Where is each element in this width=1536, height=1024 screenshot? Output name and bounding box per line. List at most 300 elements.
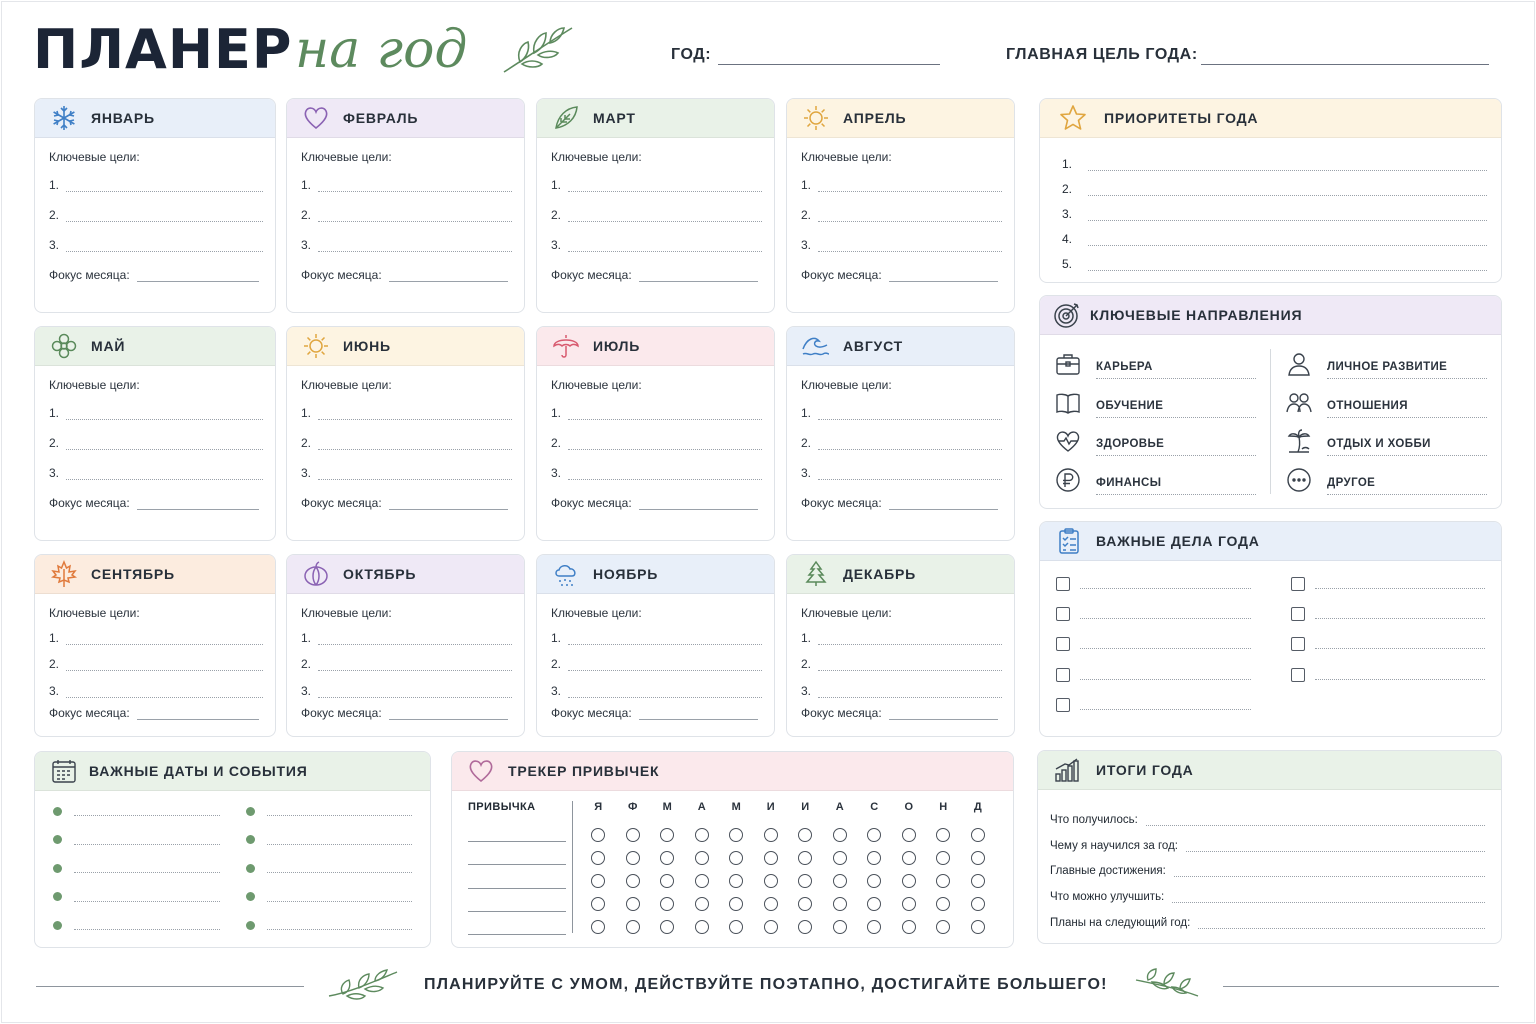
directions-card xyxy=(1039,295,1502,509)
sun-icon xyxy=(301,331,331,361)
goal-input-line[interactable] xyxy=(66,406,263,420)
date-input-line[interactable] xyxy=(74,892,220,902)
goal-number: 2. xyxy=(551,208,562,222)
goal-input-line[interactable] xyxy=(568,631,762,645)
goal-input-line[interactable] xyxy=(318,208,512,222)
habit-circle-checkbox[interactable] xyxy=(833,828,847,842)
result-input-line[interactable] xyxy=(1146,816,1485,826)
directions-header xyxy=(1040,296,1501,335)
habit-column-label: ПРИВЫЧКА xyxy=(468,801,536,813)
focus-label: Фокус месяца: xyxy=(49,705,130,720)
goal-input-line[interactable] xyxy=(818,466,1002,480)
habit-circle-checkbox[interactable] xyxy=(729,897,743,911)
book-icon xyxy=(1054,389,1082,417)
habit-circle-checkbox[interactable] xyxy=(591,920,605,934)
growth-chart-icon xyxy=(1052,755,1082,785)
habit-circle-checkbox[interactable] xyxy=(591,897,605,911)
goal-input-line[interactable] xyxy=(66,657,263,671)
month-body xyxy=(537,138,774,282)
target-icon xyxy=(1052,300,1082,330)
task-checkbox[interactable] xyxy=(1056,698,1070,712)
bullet-dot xyxy=(53,892,62,901)
habit-cell xyxy=(650,828,685,842)
result-label: Чему я научился за год: xyxy=(1050,839,1178,852)
habit-circle-checkbox[interactable] xyxy=(591,828,605,842)
key-goals-label: Ключевые цели: xyxy=(301,606,392,620)
focus-input-line[interactable] xyxy=(137,498,259,510)
goal-number: 1. xyxy=(551,630,562,645)
month-header xyxy=(287,99,524,138)
date-input-line[interactable] xyxy=(267,892,413,902)
result-input-line[interactable] xyxy=(1174,867,1485,877)
key-goals-label: Ключевые цели: xyxy=(49,378,140,392)
habit-circle-checkbox[interactable] xyxy=(660,828,674,842)
focus-label: Фокус месяца: xyxy=(551,268,632,282)
direction-label[interactable]: ЗДОРОВЬЕ xyxy=(1096,438,1256,456)
goal-input-line[interactable] xyxy=(818,178,1002,192)
habit-circle-checkbox[interactable] xyxy=(764,897,778,911)
goal-number: 2. xyxy=(49,657,60,671)
habit-cell xyxy=(754,897,789,911)
habit-grid xyxy=(581,801,995,939)
goal-number: 1. xyxy=(551,406,562,420)
month-name: ИЮЛЬ xyxy=(593,338,641,354)
priorities-card xyxy=(1039,98,1502,283)
focus-label: Фокус месяца: xyxy=(301,496,382,510)
dates-grid xyxy=(35,791,430,940)
focus-label: Фокус месяца: xyxy=(49,268,130,282)
habit-circle-checkbox[interactable] xyxy=(626,897,640,911)
habit-circle-checkbox[interactable] xyxy=(764,851,778,865)
habit-cell xyxy=(892,851,927,865)
direction-label[interactable]: ЛИЧНОЕ РАЗВИТИЕ xyxy=(1327,361,1487,379)
goal-input-line[interactable] xyxy=(568,406,762,420)
habit-circle-checkbox[interactable] xyxy=(695,851,709,865)
goal-input-line[interactable] xyxy=(568,466,762,480)
priority-input-line[interactable] xyxy=(1088,159,1487,171)
goal-input-line[interactable] xyxy=(318,466,512,480)
habit-circle-checkbox[interactable] xyxy=(867,920,881,934)
habit-circle-checkbox[interactable] xyxy=(591,874,605,888)
goal-input-line[interactable] xyxy=(66,178,263,192)
habit-circle-checkbox[interactable] xyxy=(902,874,916,888)
priority-input-line[interactable] xyxy=(1088,184,1487,196)
habit-circle-checkbox[interactable] xyxy=(936,851,950,865)
bullet-dot xyxy=(53,807,62,816)
direction-label[interactable]: ОТДЫХ И ХОББИ xyxy=(1327,438,1487,456)
goal-row xyxy=(49,170,263,192)
goal-number: 3. xyxy=(551,466,562,480)
habit-name-line[interactable] xyxy=(468,819,566,842)
date-input-line[interactable] xyxy=(267,806,413,816)
month-header xyxy=(35,99,275,138)
habit-cell xyxy=(788,828,823,842)
bullet-dot xyxy=(246,835,255,844)
habit-circle-checkbox[interactable] xyxy=(798,828,812,842)
habit-cell xyxy=(857,874,892,888)
task-input-line[interactable] xyxy=(1315,639,1486,649)
habit-circle-checkbox[interactable] xyxy=(867,897,881,911)
goal-row xyxy=(301,645,512,672)
habit-circle-checkbox[interactable] xyxy=(971,920,985,934)
habit-circle-checkbox[interactable] xyxy=(591,851,605,865)
task-checkbox[interactable] xyxy=(1291,577,1305,591)
month-body xyxy=(35,138,275,282)
flower-icon xyxy=(49,331,79,361)
task-input-line[interactable] xyxy=(1080,579,1251,589)
direction-item xyxy=(1285,345,1487,384)
tasks-left-column xyxy=(1056,569,1251,720)
focus-row xyxy=(301,706,512,720)
goal-row xyxy=(49,192,263,222)
habit-circle-checkbox[interactable] xyxy=(729,874,743,888)
goal-row xyxy=(551,222,762,252)
habit-cell xyxy=(788,874,823,888)
habit-cell xyxy=(961,874,996,888)
goal-input-line[interactable] xyxy=(318,684,512,698)
goal-input-line[interactable] xyxy=(818,208,1002,222)
habit-circle-checkbox[interactable] xyxy=(971,897,985,911)
priority-input-line[interactable] xyxy=(1088,259,1487,271)
date-input-line[interactable] xyxy=(74,806,220,816)
habit-circle-checkbox[interactable] xyxy=(902,920,916,934)
priority-input-line[interactable] xyxy=(1088,234,1487,246)
result-row xyxy=(1050,852,1485,878)
task-input-line[interactable] xyxy=(1315,670,1486,680)
result-label: Что получилось: xyxy=(1050,813,1138,826)
goal-input-line[interactable] xyxy=(818,406,1002,420)
month-header xyxy=(537,555,774,594)
habit-circle-checkbox[interactable] xyxy=(660,851,674,865)
habit-circle-checkbox[interactable] xyxy=(936,920,950,934)
habit-cell xyxy=(685,920,720,934)
habit-circle-checkbox[interactable] xyxy=(971,828,985,842)
goal-input-line[interactable] xyxy=(568,238,762,252)
habit-circle-checkbox[interactable] xyxy=(971,851,985,865)
year-label: ГОД: xyxy=(671,46,712,63)
goal-row xyxy=(801,671,1002,698)
result-input-line[interactable] xyxy=(1186,842,1485,852)
goal-input-line[interactable] xyxy=(66,208,263,222)
goal-row xyxy=(551,645,762,672)
habit-circle-checkbox[interactable] xyxy=(695,874,709,888)
month-card xyxy=(536,98,775,313)
priority-row xyxy=(1062,196,1487,221)
key-goals-label: Ключевые цели: xyxy=(801,150,892,164)
leaf-branch-icon xyxy=(325,966,401,1002)
month-name: АПРЕЛЬ xyxy=(843,110,907,126)
focus-input-line[interactable] xyxy=(639,708,758,720)
habit-month-letters xyxy=(581,801,995,823)
goal-input-line[interactable] xyxy=(318,238,512,252)
task-checkbox[interactable] xyxy=(1056,668,1070,682)
person-icon xyxy=(1285,350,1313,378)
habit-circle-checkbox[interactable] xyxy=(867,851,881,865)
goal-input-line[interactable] xyxy=(318,436,512,450)
habit-cell xyxy=(788,920,823,934)
leaf-branch-icon xyxy=(498,22,578,78)
habit-cell xyxy=(926,828,961,842)
result-input-line[interactable] xyxy=(1198,919,1485,929)
task-input-line[interactable] xyxy=(1080,609,1251,619)
habit-circle-checkbox[interactable] xyxy=(660,920,674,934)
month-card xyxy=(286,554,525,737)
habit-cell xyxy=(754,828,789,842)
goal-input-line[interactable] xyxy=(318,178,512,192)
goal-row xyxy=(551,626,762,645)
task-input-line[interactable] xyxy=(1315,579,1486,589)
priority-row xyxy=(1062,171,1487,196)
habit-name-line[interactable] xyxy=(468,912,566,935)
direction-label[interactable]: КАРЬЕРА xyxy=(1096,361,1256,379)
task-input-line[interactable] xyxy=(1080,639,1251,649)
habit-circle-checkbox[interactable] xyxy=(936,874,950,888)
habit-cell xyxy=(581,874,616,888)
habit-cell xyxy=(788,897,823,911)
task-checkbox[interactable] xyxy=(1291,637,1305,651)
habit-circle-checkbox[interactable] xyxy=(660,897,674,911)
focus-input-line[interactable] xyxy=(389,498,508,510)
habit-circle-checkbox[interactable] xyxy=(764,874,778,888)
goal-input-line[interactable] xyxy=(568,178,762,192)
habit-circle-checkbox[interactable] xyxy=(798,920,812,934)
month-card xyxy=(536,326,775,541)
habit-circle-checkbox[interactable] xyxy=(695,897,709,911)
sun-icon xyxy=(801,103,831,133)
maple-leaf-icon xyxy=(49,559,79,589)
goal-number: 3. xyxy=(301,683,312,698)
habit-circle-checkbox[interactable] xyxy=(626,851,640,865)
date-row xyxy=(53,797,220,826)
goal-number: 3. xyxy=(301,466,312,480)
date-row xyxy=(53,883,220,912)
priority-number: 2. xyxy=(1062,182,1073,196)
habit-cell xyxy=(719,851,754,865)
priority-row xyxy=(1062,146,1487,171)
focus-input-line[interactable] xyxy=(389,270,508,282)
goal-input-line[interactable] xyxy=(66,631,263,645)
habit-cell xyxy=(857,851,892,865)
goal-input-line[interactable] xyxy=(66,238,263,252)
habit-circle-checkbox[interactable] xyxy=(798,897,812,911)
habit-circle-checkbox[interactable] xyxy=(936,828,950,842)
goal-input-line[interactable] xyxy=(318,631,512,645)
wave-icon xyxy=(801,331,831,361)
focus-input-line[interactable] xyxy=(389,708,508,720)
task-checkbox[interactable] xyxy=(1291,668,1305,682)
page-title: ПЛАНЕР xyxy=(33,18,293,81)
habit-circle-checkbox[interactable] xyxy=(764,828,778,842)
goal-input-line[interactable] xyxy=(568,657,762,671)
direction-item xyxy=(1054,461,1256,500)
habit-cell xyxy=(650,920,685,934)
focus-input-line[interactable] xyxy=(137,270,259,282)
direction-label[interactable]: ДРУГОЕ xyxy=(1327,477,1487,495)
goal-input-line[interactable] xyxy=(66,684,263,698)
date-input-line[interactable] xyxy=(74,863,220,873)
focus-input-line[interactable] xyxy=(639,498,758,510)
goal-number: 2. xyxy=(801,436,812,450)
habit-circle-checkbox[interactable] xyxy=(902,897,916,911)
goal-row xyxy=(49,645,263,672)
main-goal-input-line[interactable] xyxy=(1201,64,1489,65)
tasks-grid xyxy=(1040,561,1501,720)
habit-circle-checkbox[interactable] xyxy=(798,851,812,865)
habit-circle-checkbox[interactable] xyxy=(833,851,847,865)
habit-circle-checkbox[interactable] xyxy=(833,874,847,888)
habit-cell xyxy=(581,920,616,934)
goal-input-line[interactable] xyxy=(818,657,1002,671)
habit-tracker-header xyxy=(452,752,1013,791)
month-body xyxy=(537,366,774,510)
month-card xyxy=(286,326,525,541)
priority-input-line[interactable] xyxy=(1088,209,1487,221)
habit-cell xyxy=(823,851,858,865)
month-header xyxy=(787,555,1014,594)
directions-left-column xyxy=(1054,345,1256,499)
habit-circle-checkbox[interactable] xyxy=(626,828,640,842)
goal-input-line[interactable] xyxy=(818,436,1002,450)
date-input-line[interactable] xyxy=(267,920,413,930)
month-name: ДЕКАБРЬ xyxy=(843,566,917,582)
focus-input-line[interactable] xyxy=(639,270,758,282)
habit-circle-checkbox[interactable] xyxy=(626,920,640,934)
task-checkbox[interactable] xyxy=(1056,637,1070,651)
goal-input-line[interactable] xyxy=(66,436,263,450)
focus-label: Фокус месяца: xyxy=(551,496,632,510)
key-goals-label: Ключевые цели: xyxy=(551,378,642,392)
habit-cell xyxy=(754,874,789,888)
habit-circle-checkbox[interactable] xyxy=(798,874,812,888)
date-input-line[interactable] xyxy=(267,863,413,873)
habit-name-line[interactable] xyxy=(468,865,566,888)
goal-input-line[interactable] xyxy=(66,466,263,480)
goal-input-line[interactable] xyxy=(318,657,512,671)
dates-left-column xyxy=(53,797,220,940)
habit-circle-checkbox[interactable] xyxy=(833,897,847,911)
direction-label[interactable]: ОТНОШЕНИЯ xyxy=(1327,400,1487,418)
habit-circle-checkbox[interactable] xyxy=(867,828,881,842)
direction-label[interactable]: ФИНАНСЫ xyxy=(1096,477,1256,495)
goal-input-line[interactable] xyxy=(568,436,762,450)
date-input-line[interactable] xyxy=(74,835,220,845)
focus-input-line[interactable] xyxy=(889,498,998,510)
goal-input-line[interactable] xyxy=(568,684,762,698)
result-input-line[interactable] xyxy=(1172,893,1485,903)
briefcase-icon xyxy=(1054,350,1082,378)
habit-circle-checkbox[interactable] xyxy=(729,920,743,934)
goal-row xyxy=(801,450,1002,480)
habit-name-line[interactable] xyxy=(468,842,566,865)
date-row xyxy=(246,826,413,855)
habit-circle-checkbox[interactable] xyxy=(764,920,778,934)
habit-cell xyxy=(616,828,651,842)
habit-circle-checkbox[interactable] xyxy=(729,828,743,842)
habit-cell xyxy=(926,874,961,888)
habit-cell xyxy=(719,874,754,888)
task-row xyxy=(1056,660,1251,690)
habit-row xyxy=(581,869,995,892)
goal-number: 1. xyxy=(49,630,60,645)
pumpkin-icon xyxy=(301,559,331,589)
habit-circle-checkbox[interactable] xyxy=(902,851,916,865)
focus-input-line[interactable] xyxy=(889,270,998,282)
habit-circle-checkbox[interactable] xyxy=(695,828,709,842)
goal-input-line[interactable] xyxy=(818,631,1002,645)
habit-cell xyxy=(719,920,754,934)
task-input-line[interactable] xyxy=(1080,700,1251,710)
key-goals-label: Ключевые цели: xyxy=(551,606,642,620)
goal-input-line[interactable] xyxy=(568,208,762,222)
task-checkbox[interactable] xyxy=(1056,577,1070,591)
habit-circle-checkbox[interactable] xyxy=(660,874,674,888)
habit-row xyxy=(581,893,995,916)
direction-item xyxy=(1054,422,1256,461)
focus-label: Фокус месяца: xyxy=(49,496,130,510)
focus-label: Фокус месяца: xyxy=(301,705,382,720)
goal-input-line[interactable] xyxy=(818,238,1002,252)
task-input-line[interactable] xyxy=(1315,609,1486,619)
month-name: АВГУСТ xyxy=(843,338,903,354)
habit-circle-checkbox[interactable] xyxy=(867,874,881,888)
habit-month-letter: А xyxy=(835,801,844,813)
result-row xyxy=(1050,800,1485,826)
checklist-icon xyxy=(1054,526,1084,556)
focus-input-line[interactable] xyxy=(889,708,998,720)
task-checkbox[interactable] xyxy=(1291,607,1305,621)
date-input-line[interactable] xyxy=(267,835,413,845)
habit-circle-checkbox[interactable] xyxy=(626,874,640,888)
habit-cell xyxy=(754,920,789,934)
habit-cell xyxy=(685,897,720,911)
goal-input-line[interactable] xyxy=(818,684,1002,698)
star-icon xyxy=(1058,103,1088,133)
priority-row xyxy=(1062,246,1487,271)
goal-row xyxy=(49,222,263,252)
habit-names-column xyxy=(468,801,572,939)
tasks-right-column xyxy=(1291,569,1486,720)
direction-label[interactable]: ОБУЧЕНИЕ xyxy=(1096,400,1256,418)
directions-grid xyxy=(1040,335,1501,499)
task-checkbox[interactable] xyxy=(1056,607,1070,621)
habit-circle-checkbox[interactable] xyxy=(971,874,985,888)
habit-cell xyxy=(857,920,892,934)
habit-cell xyxy=(685,828,720,842)
date-input-line[interactable] xyxy=(74,920,220,930)
focus-input-line[interactable] xyxy=(137,708,259,720)
habit-circle-checkbox[interactable] xyxy=(729,851,743,865)
habit-circle-checkbox[interactable] xyxy=(936,897,950,911)
result-row xyxy=(1050,877,1485,903)
task-input-line[interactable] xyxy=(1080,670,1251,680)
year-input-line[interactable] xyxy=(718,64,940,65)
goal-row xyxy=(49,626,263,645)
month-name: НОЯБРЬ xyxy=(593,566,659,582)
priorities-header xyxy=(1040,99,1501,138)
habit-cell xyxy=(961,828,996,842)
tasks-title: ВАЖНЫЕ ДЕЛА ГОДА xyxy=(1096,533,1260,549)
habit-circle-checkbox[interactable] xyxy=(902,828,916,842)
goal-row xyxy=(301,450,512,480)
habit-circle-checkbox[interactable] xyxy=(695,920,709,934)
month-card xyxy=(34,554,276,737)
goal-input-line[interactable] xyxy=(318,406,512,420)
habit-name-line[interactable] xyxy=(468,889,566,912)
umbrella-icon xyxy=(551,331,581,361)
habit-circle-checkbox[interactable] xyxy=(833,920,847,934)
habit-month-letter: Д xyxy=(973,801,982,813)
date-row xyxy=(246,854,413,883)
